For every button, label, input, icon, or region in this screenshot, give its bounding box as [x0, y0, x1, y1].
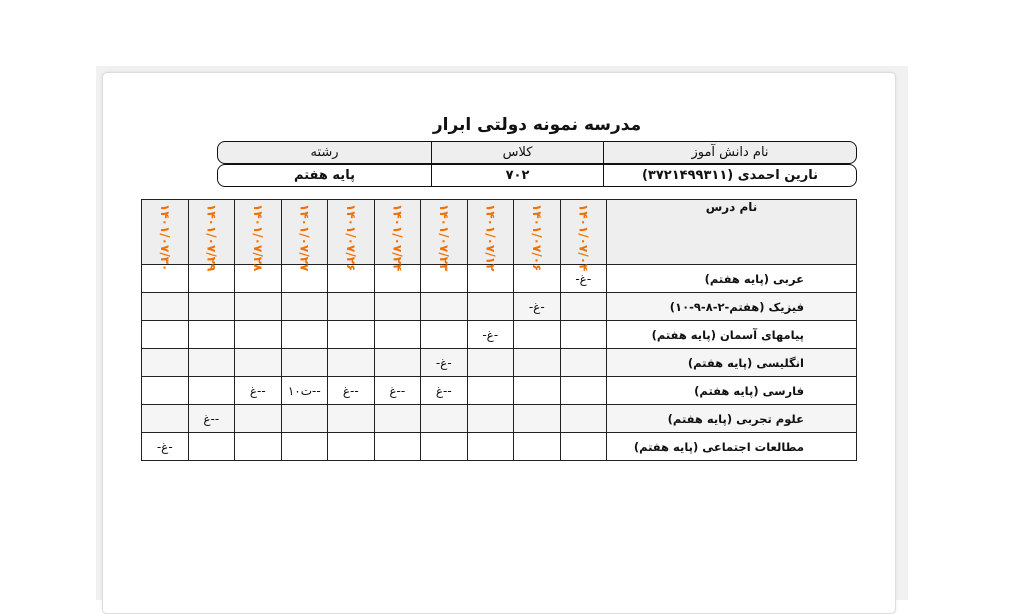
table-row: [142, 349, 857, 377]
attendance-mark: [188, 377, 235, 405]
table-row: [142, 265, 857, 293]
attendance-mark: -غ-: [467, 321, 514, 349]
class-value: ۷۰۲: [431, 165, 603, 186]
subject-cell: پیامهای آسمان (پایه هفتم): [607, 321, 857, 349]
attendance-mark: [560, 293, 607, 321]
attendance-mark: [374, 349, 421, 377]
student-info-values: [217, 164, 857, 187]
attendance-mark: [328, 293, 375, 321]
date-label: ۱۴۰۱/۰۷/۲۹: [204, 204, 219, 272]
attendance-mark: [188, 349, 235, 377]
date-column-header: [560, 200, 607, 272]
attendance-mark: [281, 293, 328, 321]
date-label: ۱۴۰۱/۰۷/۲۸: [250, 204, 265, 272]
attendance-mark: [142, 321, 189, 349]
attendance-mark: [374, 293, 421, 321]
table-row: [142, 405, 857, 433]
attendance-mark: [560, 433, 607, 461]
attendance-header-row: [142, 200, 857, 265]
attendance-mark: [281, 349, 328, 377]
date-label: ۱۴۰۱/۰۷/۰۶: [529, 204, 544, 272]
attendance-mark: [421, 405, 468, 433]
attendance-mark: [235, 405, 282, 433]
attendance-mark: [281, 405, 328, 433]
table-row: [142, 377, 857, 405]
attendance-mark: -غ-: [421, 349, 468, 377]
date-column-header: [281, 200, 328, 272]
attendance-mark: [421, 321, 468, 349]
attendance-mark: --غ: [328, 377, 375, 405]
date-column-header: [328, 200, 375, 272]
date-column-header: [142, 200, 189, 272]
attendance-mark: --ت۱۰: [281, 377, 328, 405]
subject-cell: عربی (پایه هفتم): [607, 265, 857, 293]
date-label: ۱۴۰۱/۰۷/۲۴: [390, 204, 405, 272]
attendance-mark: [467, 433, 514, 461]
attendance-mark: [421, 293, 468, 321]
student-name-header: نام دانش آموز: [603, 142, 856, 163]
date-label: ۱۴۰۱/۰۷/۲۷: [297, 204, 312, 272]
subject-cell: مطالعات اجتماعی (پایه هفتم): [607, 433, 857, 461]
field-header: رشته: [310, 145, 339, 160]
attendance-mark: [514, 321, 561, 349]
attendance-mark: [467, 405, 514, 433]
attendance-mark: -غ-: [560, 265, 607, 293]
date-label: ۱۴۰۱/۰۷/۲۳: [436, 204, 451, 272]
attendance-mark: --غ: [374, 377, 421, 405]
attendance-mark: [374, 405, 421, 433]
attendance-mark: [235, 321, 282, 349]
attendance-mark: [235, 433, 282, 461]
student-info-header: [217, 141, 857, 164]
attendance-mark: [142, 349, 189, 377]
attendance-mark: [188, 433, 235, 461]
class-header: کلاس: [431, 142, 603, 163]
date-label: ۱۴۰۱/۰۷/۱۲: [483, 204, 498, 272]
date-column-header: [235, 200, 282, 272]
attendance-mark: [560, 349, 607, 377]
attendance-mark: [421, 433, 468, 461]
subject-cell: فیزیک (هفتم-۲-۸-۹-۱۰): [607, 293, 857, 321]
date-label: ۱۴۰۱/۰۷/۳۰: [157, 204, 172, 272]
attendance-mark: [560, 377, 607, 405]
attendance-mark: [235, 349, 282, 377]
date-column-header: [188, 200, 235, 272]
subject-cell: انگلیسی (پایه هفتم): [607, 349, 857, 377]
attendance-mark: [514, 349, 561, 377]
attendance-mark: -غ-: [142, 433, 189, 461]
attendance-mark: [142, 293, 189, 321]
attendance-mark: [467, 293, 514, 321]
attendance-mark: [560, 321, 607, 349]
attendance-table: [141, 199, 857, 461]
subject-column-header: نام درس: [607, 200, 857, 265]
attendance-mark: --غ: [421, 377, 468, 405]
subject-cell: علوم تجربی (پایه هفتم): [607, 405, 857, 433]
attendance-mark: --غ: [235, 377, 282, 405]
date-column-header: [514, 200, 561, 272]
date-column-header: [374, 200, 421, 272]
attendance-mark: [188, 293, 235, 321]
attendance-mark: [142, 405, 189, 433]
table-row: [142, 433, 857, 461]
school-title: مدرسه نمونه دولتی ابرار: [432, 115, 642, 135]
field-value: پایه هفتم: [294, 168, 355, 183]
attendance-mark: [328, 433, 375, 461]
attendance-mark: [374, 321, 421, 349]
attendance-mark: [514, 405, 561, 433]
attendance-mark: [328, 349, 375, 377]
attendance-mark: --غ: [188, 405, 235, 433]
attendance-mark: [514, 433, 561, 461]
attendance-mark: [281, 433, 328, 461]
date-column-header: [421, 200, 468, 272]
attendance-mark: [235, 293, 282, 321]
student-name-value: نارین احمدی (۳۷۲۱۴۹۹۳۱۱): [603, 165, 856, 186]
attendance-mark: -غ-: [514, 293, 561, 321]
attendance-mark: [328, 321, 375, 349]
attendance-mark: [281, 321, 328, 349]
date-label: ۱۴۰۱/۰۷/۰۴: [576, 204, 591, 272]
attendance-mark: [514, 377, 561, 405]
subject-cell: فارسی (پایه هفتم): [607, 377, 857, 405]
date-label: ۱۴۰۱/۰۷/۲۶: [343, 204, 358, 272]
attendance-mark: [374, 433, 421, 461]
attendance-mark: [467, 377, 514, 405]
attendance-mark: [467, 349, 514, 377]
table-row: [142, 321, 857, 349]
date-column-header: [467, 200, 514, 272]
attendance-mark: [142, 377, 189, 405]
attendance-mark: [560, 405, 607, 433]
attendance-mark: [328, 405, 375, 433]
attendance-mark: [188, 321, 235, 349]
table-row: [142, 293, 857, 321]
